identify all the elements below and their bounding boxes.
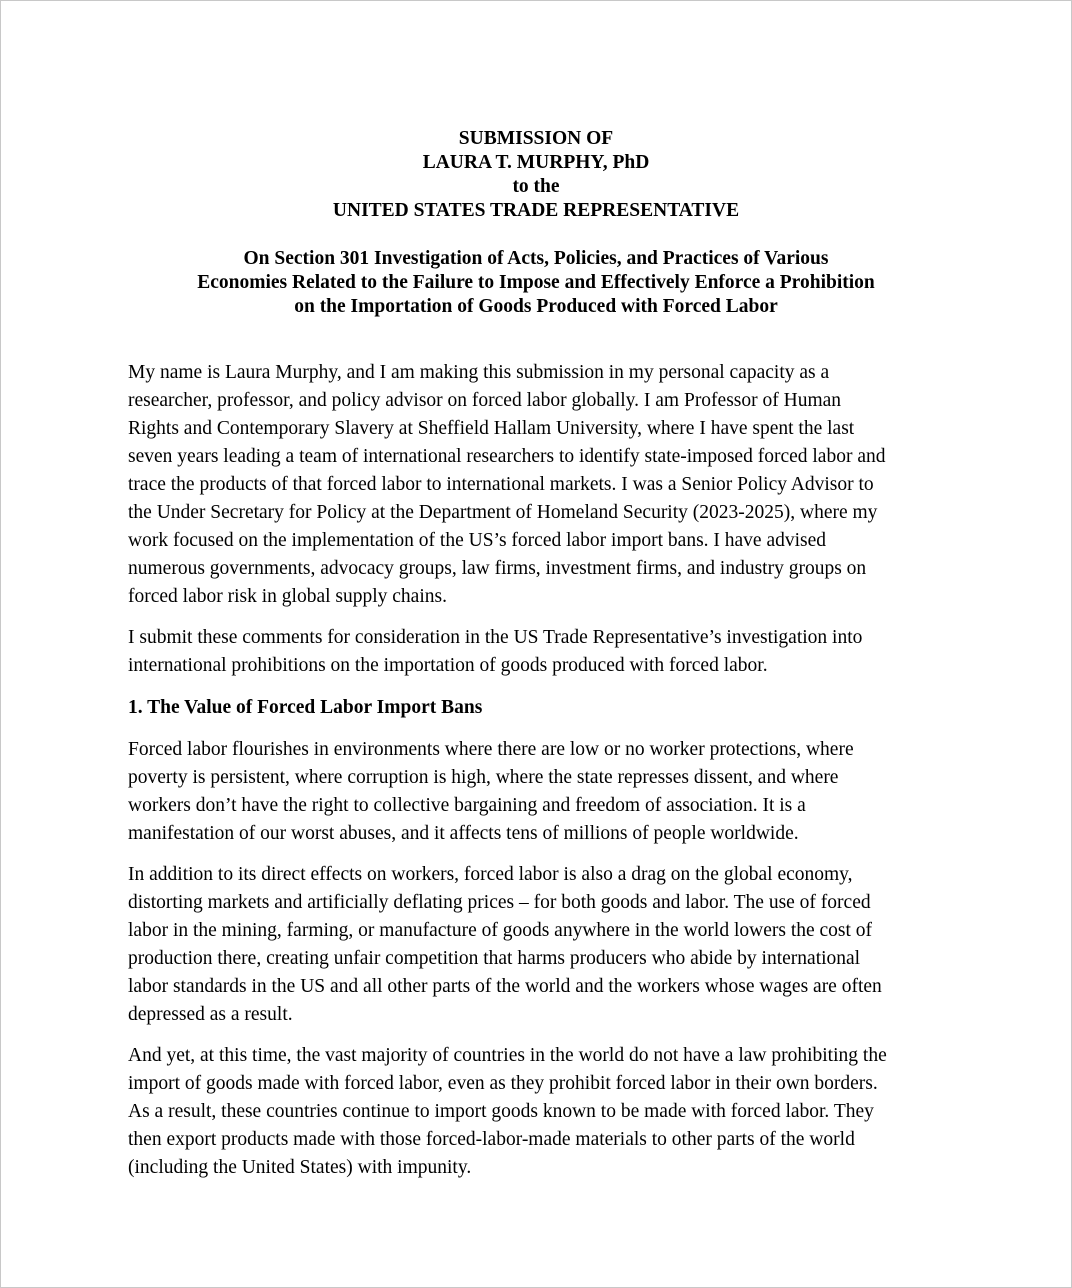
text-line: In addition to its direct effects on workers, forced labor is also a drag on the global economy, — [128, 864, 853, 885]
text-line: depressed as a result. — [128, 1004, 293, 1025]
text-line: As a result, these countries continue to import goods known to be made with forced labor. They — [128, 1101, 874, 1122]
text-line: labor standards in the US and all other parts of the world and the workers whose wages are often — [128, 976, 882, 997]
text-line: distorting markets and artificially deflating prices – for both goods and labor. The use of forced — [128, 892, 871, 913]
text-line: Forced labor flourishes in environments where there are low or no worker protections, where — [128, 739, 854, 760]
text-line: researcher, professor, and policy advisor on forced labor globally. I am Professor of Human — [128, 390, 842, 411]
text-line: international prohibitions on the importation of goods produced with forced labor. — [128, 655, 768, 676]
title-line: SUBMISSION OF — [458, 128, 614, 149]
text-line: My name is Laura Murphy, and I am making this submission in my personal capacity as a — [128, 362, 830, 383]
text-line: forced labor risk in global supply chains. — [128, 586, 447, 607]
title-line: LAURA T. MURPHY, PhD — [422, 152, 650, 173]
title-line: UNITED STATES TRADE REPRESENTATIVE — [332, 200, 740, 221]
submission-subtitle — [1, 247, 1071, 319]
submission-title — [1, 127, 1071, 223]
text-line: seven years leading a team of international researchers to identify state-imposed forced labor and — [128, 446, 886, 467]
text-line: numerous governments, advocacy groups, law firms, investment firms, and industry groups on — [128, 558, 867, 579]
text-line: the Under Secretary for Policy at the Department of Homeland Security (2023-2025), where my — [128, 502, 878, 523]
paragraph-introduction — [128, 359, 958, 611]
section-heading: 1. The Value of Forced Labor Import Bans — [128, 697, 483, 718]
text-line: then export products made with those forced-labor-made materials to other parts of the world — [128, 1129, 855, 1150]
text-line: manifestation of our worst abuses, and it affects tens of millions of people worldwide. — [128, 823, 799, 844]
text-line: poverty is persistent, where corruption is high, where the state represses dissent, and where — [128, 767, 839, 788]
subtitle-line: on the Importation of Goods Produced with Forced Labor — [294, 296, 778, 317]
text-line: trace the products of that forced labor to international markets. I was a Senior Policy Advisor to — [128, 474, 874, 495]
paragraph-lack-of-bans — [128, 1042, 958, 1182]
paragraph-economic-effects — [128, 861, 958, 1029]
paragraph-submission-purpose — [128, 624, 958, 680]
text-line: workers don’t have the right to collective bargaining and freedom of association. It is a — [128, 795, 806, 816]
subtitle-line: On Section 301 Investigation of Acts, Policies, and Practices of Various — [243, 248, 829, 269]
text-line: Rights and Contemporary Slavery at Sheffield Hallam University, where I have spent the last — [128, 418, 855, 439]
paragraph-forced-labor-environments — [128, 736, 958, 848]
subtitle-line: Economies Related to the Failure to Impose and Effectively Enforce a Prohibition — [197, 272, 875, 293]
text-line: labor in the mining, farming, or manufacture of goods anywhere in the world lowers the cost of — [128, 920, 873, 941]
text-line: And yet, at this time, the vast majority of countries in the world do not have a law prohibiting the — [128, 1045, 887, 1066]
title-line: to the — [512, 176, 560, 197]
text-line: (including the United States) with impunity. — [128, 1157, 472, 1178]
text-line: work focused on the implementation of the US’s forced labor import bans. I have advised — [128, 530, 827, 551]
text-line: I submit these comments for consideration in the US Trade Representative’s investigation into — [128, 627, 863, 648]
text-line: import of goods made with forced labor, even as they prohibit forced labor in their own borders. — [128, 1073, 878, 1094]
text-line: production there, creating unfair competition that harms producers who abide by international — [128, 948, 861, 969]
